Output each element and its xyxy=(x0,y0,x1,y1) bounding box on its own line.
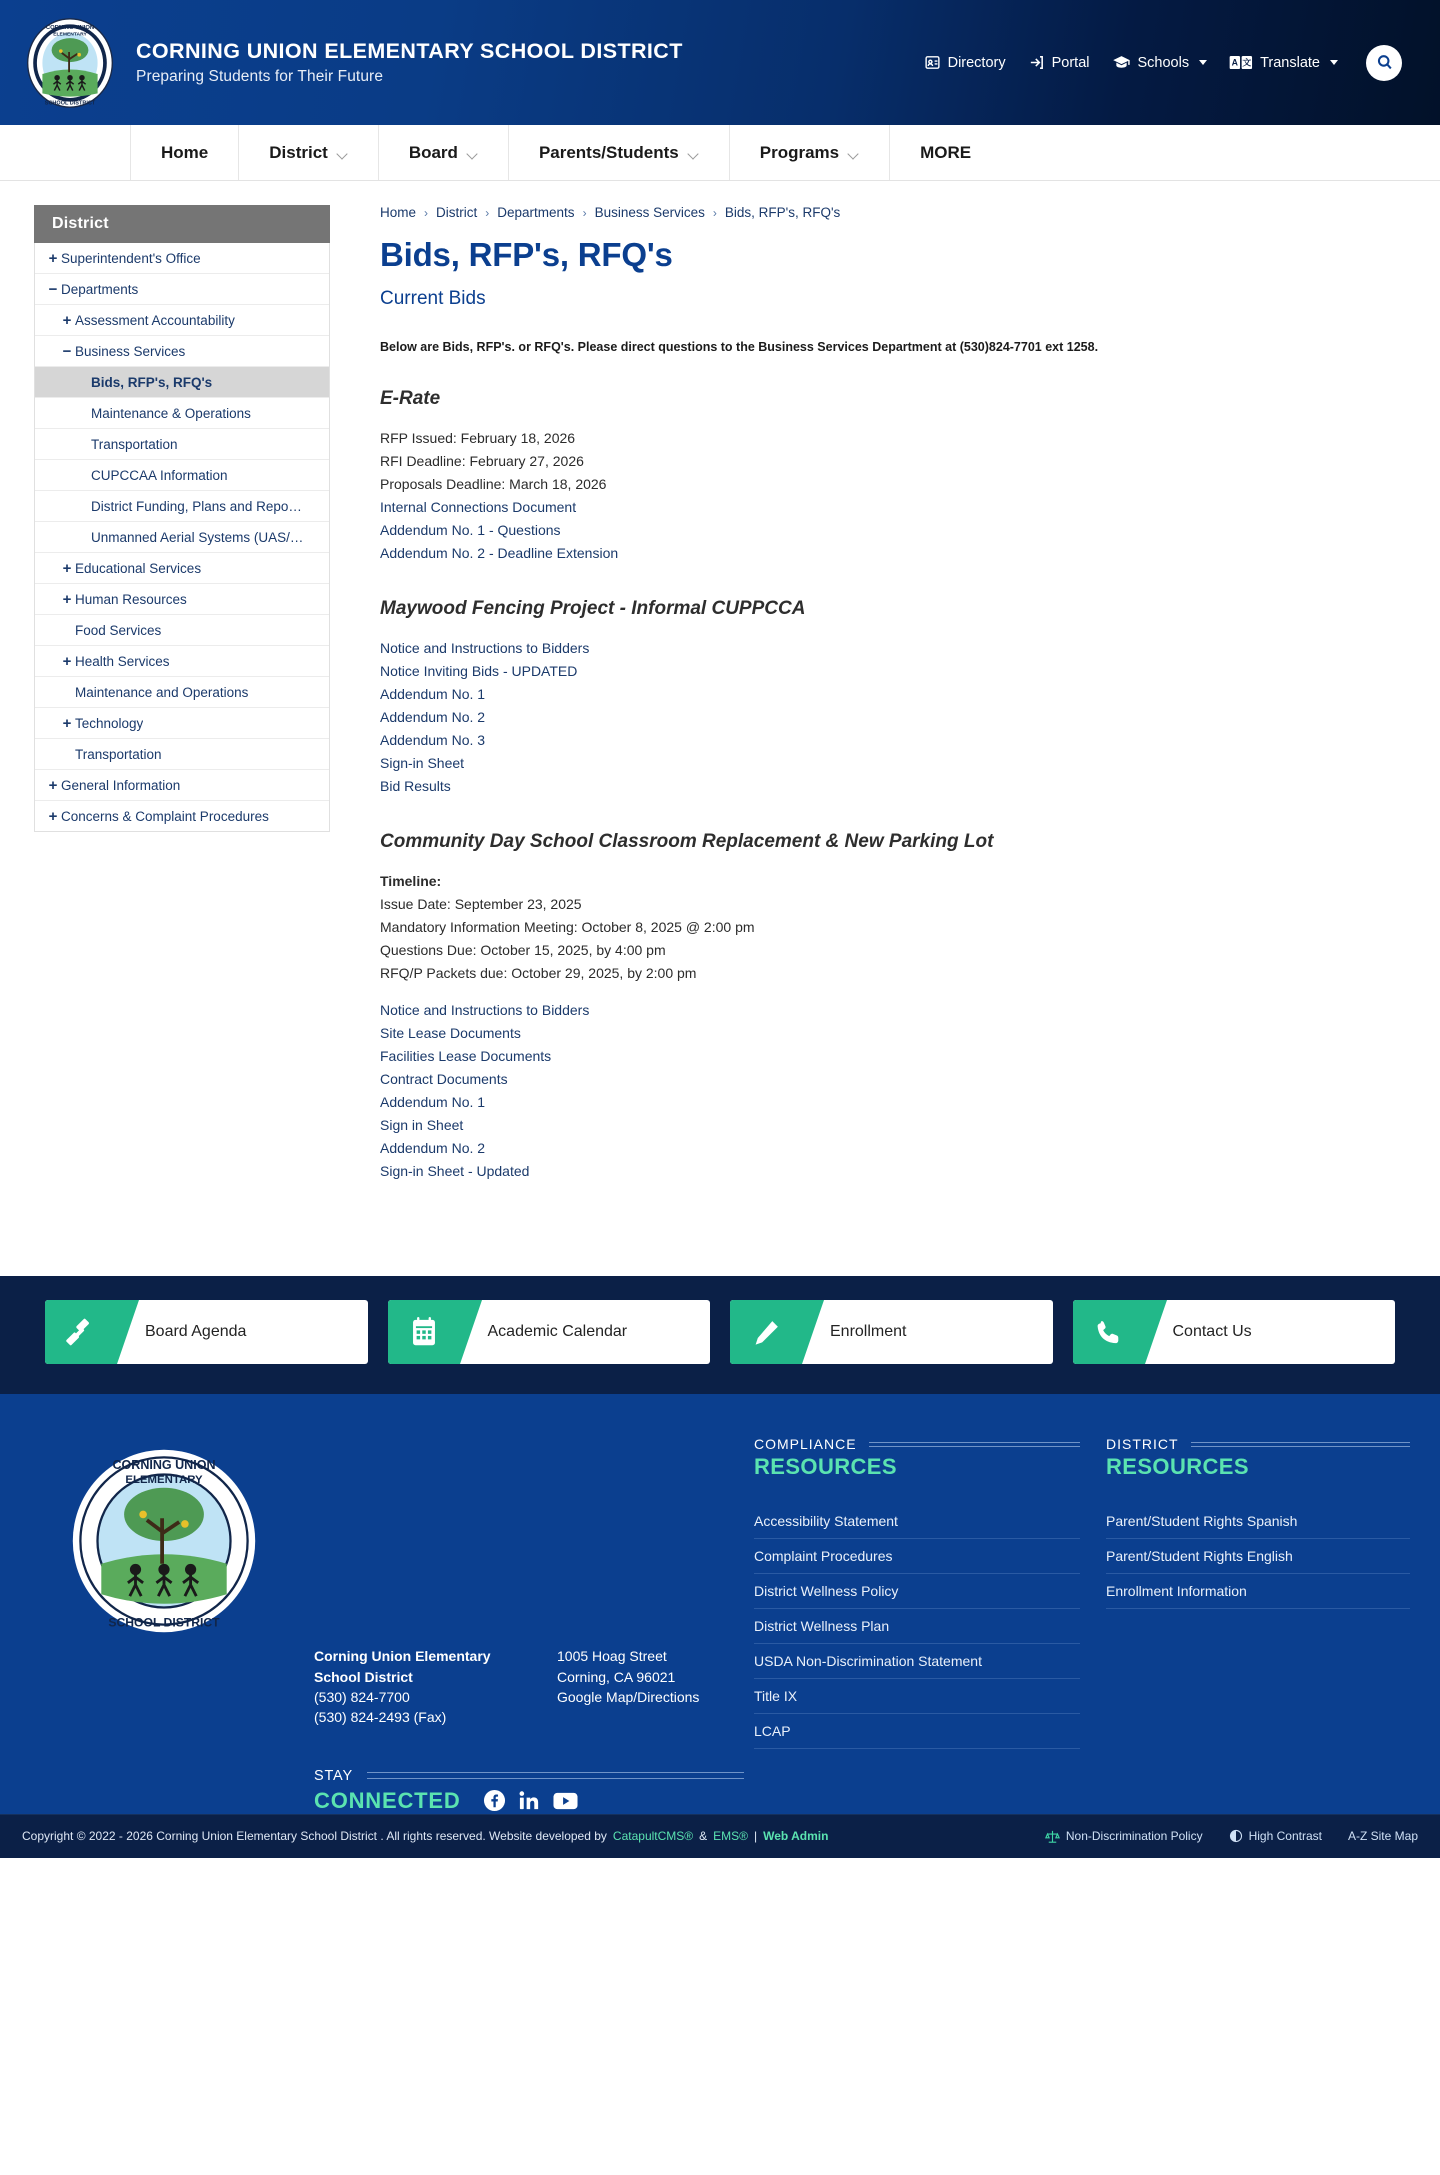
breadcrumb-item[interactable]: District xyxy=(436,205,478,220)
sidebar-item-label: Transportation xyxy=(91,436,178,452)
nav-item-district[interactable] xyxy=(239,125,379,180)
quicklink-board-agenda[interactable] xyxy=(45,1300,368,1364)
utility-label-translate: Translate xyxy=(1260,54,1320,71)
chevron-down-icon xyxy=(338,150,348,156)
utility-label-portal: Portal xyxy=(1051,54,1090,71)
eyebrow-rule xyxy=(1191,1442,1410,1447)
search-button[interactable] xyxy=(1366,45,1402,81)
footer-resource-link[interactable]: Enrollment Information xyxy=(1106,1574,1410,1609)
sidebar-item[interactable] xyxy=(35,522,329,553)
non-discrimination-label: Non-Discrimination Policy xyxy=(1065,1829,1203,1844)
breadcrumb-item[interactable]: Bids, RFP's, RFQ's xyxy=(724,205,841,220)
document-link[interactable]: Addendum No. 2 xyxy=(380,708,486,725)
footer-district-name: Corning Union Elementary School District xyxy=(314,1648,491,1685)
footer-compliance-resources xyxy=(744,1436,1096,1813)
bid-detail-line: RFP Issued: February 18, 2026 xyxy=(380,429,576,446)
chevron-down-icon xyxy=(1199,60,1207,65)
sidebar-item[interactable] xyxy=(35,739,329,770)
district-name: CORNING UNION ELEMENTARY SCHOOL DISTRICT xyxy=(136,39,683,64)
footer-logo-col xyxy=(14,1436,314,1813)
compliance-link-list xyxy=(754,1504,1080,1749)
sidebar-item-label: District Funding, Plans and Repo… xyxy=(91,498,302,514)
expand-icon[interactable]: + xyxy=(62,652,72,670)
breadcrumb xyxy=(380,205,1380,220)
sidebar-item[interactable] xyxy=(35,398,329,429)
search-icon xyxy=(1375,53,1394,72)
utility-item-directory[interactable] xyxy=(924,54,1006,71)
sidebar-item[interactable] xyxy=(35,584,329,615)
svg-text:ELEMENTARY: ELEMENTARY xyxy=(53,31,87,37)
phone-icon xyxy=(1073,1300,1145,1364)
document-link[interactable]: Facilities Lease Documents xyxy=(380,1047,552,1064)
compliance-eyebrow: COMPLIANCE xyxy=(754,1436,857,1453)
graduation-cap-icon xyxy=(1112,53,1131,72)
breadcrumb-item[interactable]: Business Services xyxy=(594,205,705,220)
breadcrumb-separator: › xyxy=(582,205,587,220)
footer-resource-link[interactable]: Complaint Procedures xyxy=(754,1539,1080,1574)
high-contrast-label: High Contrast xyxy=(1248,1829,1322,1844)
bid-section xyxy=(380,831,1380,1182)
nav-label-home: Home xyxy=(161,142,209,162)
footer-resource-link[interactable]: Title IX xyxy=(754,1679,1080,1714)
web-admin-link[interactable]: Web Admin xyxy=(763,1829,829,1844)
chevron-down-icon xyxy=(689,150,699,156)
bid-detail-line: Proposals Deadline: March 18, 2026 xyxy=(380,475,607,492)
copyright-text: Copyright © 2022 - 2026 Corning Union Elementary School District . All rights reserved. Website developed by xyxy=(22,1829,607,1844)
document-link[interactable]: Contract Documents xyxy=(380,1070,508,1087)
contact-card-icon xyxy=(924,54,941,71)
footer-city-state-zip: Corning, CA 96021 xyxy=(557,1668,676,1685)
footer-map-link[interactable]: Google Map/Directions xyxy=(557,1689,700,1705)
sidebar-item-label: Superintendent's Office xyxy=(61,250,201,266)
footer-resource-link[interactable]: Parent/Student Rights English xyxy=(1106,1539,1410,1574)
translate-icon xyxy=(1229,55,1253,70)
site-map-label: A-Z Site Map xyxy=(1347,1829,1418,1844)
sidebar-item-label: Maintenance and Operations xyxy=(75,684,249,700)
sidebar-menu xyxy=(34,243,330,832)
sidebar-item-label: Maintenance & Operations xyxy=(91,405,251,421)
quicklink-label-board-agenda: Board Agenda xyxy=(145,1323,247,1341)
sidebar-item-label: Business Services xyxy=(75,343,186,359)
utility-item-portal[interactable] xyxy=(1028,54,1090,71)
sidebar-item[interactable] xyxy=(35,429,329,460)
footer-resource-link[interactable]: District Wellness Plan xyxy=(754,1609,1080,1644)
expand-icon[interactable]: + xyxy=(48,249,58,267)
footer-resource-link[interactable]: Parent/Student Rights Spanish xyxy=(1106,1504,1410,1539)
district-tagline: Preparing Students for Their Future xyxy=(136,67,384,85)
brand-block[interactable] xyxy=(24,17,683,109)
document-link[interactable]: Addendum No. 3 xyxy=(380,731,486,748)
site-footer xyxy=(0,1394,1440,1813)
eyebrow-rule xyxy=(869,1442,1080,1447)
chevron-down-icon xyxy=(1330,60,1338,65)
site-header xyxy=(0,0,1440,125)
copyright-bar xyxy=(0,1814,1440,1858)
catapultcms-link[interactable]: CatapultCMS® xyxy=(612,1829,694,1844)
ampersand: & xyxy=(699,1829,708,1844)
stay-label: STAY xyxy=(314,1767,353,1784)
nav-item-programs[interactable] xyxy=(730,125,890,180)
expand-icon[interactable]: + xyxy=(62,311,72,329)
bid-section xyxy=(380,388,1380,564)
sidebar-item-label: Educational Services xyxy=(75,560,202,576)
footer-contact-col xyxy=(314,1436,744,1813)
utility-label-schools: Schools xyxy=(1137,54,1190,71)
sidebar-item-label: Human Resources xyxy=(75,591,187,607)
bid-section-heading: Maywood Fencing Project - Informal CUPPCCA xyxy=(380,598,806,620)
stay-rule xyxy=(367,1772,744,1779)
document-link[interactable]: Addendum No. 2 - Deadline Extension xyxy=(380,544,619,561)
sidebar-item[interactable] xyxy=(35,243,329,274)
expand-icon[interactable]: + xyxy=(48,807,58,825)
collapse-icon[interactable]: − xyxy=(62,342,72,360)
utility-item-schools[interactable] xyxy=(1112,53,1208,72)
sidebar-item-label: Food Services xyxy=(75,622,162,638)
bid-detail-line: RFI Deadline: February 27, 2026 xyxy=(380,452,584,469)
intro-paragraph: Below are Bids, RFP's. or RFQ's. Please direct questions to the Business Services Department at (530)824-7701 ext 1258. xyxy=(380,340,1099,354)
quicklink-label-enrollment: Enrollment xyxy=(830,1323,907,1341)
sidebar-item[interactable] xyxy=(35,770,329,801)
nav-item-home[interactable] xyxy=(130,125,239,180)
sidebar-item[interactable] xyxy=(35,553,329,584)
sidebar-item[interactable] xyxy=(35,491,329,522)
bid-section-heading: Community Day School Classroom Replacement & New Parking Lot xyxy=(380,831,994,853)
document-link[interactable]: Sign in Sheet xyxy=(380,1116,464,1133)
chevron-down-icon xyxy=(468,150,478,156)
breadcrumb-separator: › xyxy=(712,205,717,220)
high-contrast-toggle[interactable] xyxy=(1229,1829,1322,1843)
svg-text:CORNING UNION: CORNING UNION xyxy=(112,1458,216,1473)
nav-item-board[interactable] xyxy=(379,125,509,180)
document-link[interactable]: Sign-in Sheet - Updated xyxy=(380,1162,530,1179)
footer-phone[interactable]: (530) 824-7700 xyxy=(314,1689,410,1705)
nav-label-more: MORE xyxy=(920,142,972,162)
sidebar-item-label: Bids, RFP's, RFQ's xyxy=(91,374,213,390)
document-link[interactable]: Bid Results xyxy=(380,777,451,794)
district-eyebrow: DISTRICT xyxy=(1106,1436,1179,1453)
quicklinks-band xyxy=(0,1276,1440,1394)
utility-item-translate[interactable] xyxy=(1229,55,1338,71)
quicklink-label-academic-calendar: Academic Calendar xyxy=(487,1323,628,1341)
expand-icon[interactable]: + xyxy=(62,590,72,608)
bid-section xyxy=(380,598,1380,797)
utility-label-directory: Directory xyxy=(947,54,1006,71)
page-body xyxy=(0,181,1440,1276)
sidebar-item-label: Unmanned Aerial Systems (UAS/… xyxy=(91,529,304,545)
compliance-heading: RESOURCES xyxy=(754,1454,897,1480)
sidebar-item[interactable] xyxy=(35,801,329,831)
quicklink-academic-calendar[interactable] xyxy=(388,1300,711,1364)
youtube-icon[interactable] xyxy=(553,1791,578,1811)
sidebar-item[interactable] xyxy=(35,460,329,491)
breadcrumb-item[interactable]: Departments xyxy=(497,205,575,220)
sidebar-item-label: Assessment Accountability xyxy=(75,312,235,328)
sidebar-item[interactable] xyxy=(35,677,329,708)
bid-detail-line: RFQ/P Packets due: October 29, 2025, by 2:00 pm xyxy=(380,964,697,981)
collapse-icon[interactable]: − xyxy=(48,280,58,298)
bid-detail-line: Timeline: xyxy=(380,872,442,889)
copyright-right-links xyxy=(1045,1829,1418,1844)
sidebar-item[interactable] xyxy=(35,367,329,398)
sidebar-item[interactable] xyxy=(35,615,329,646)
scales-icon xyxy=(1045,1829,1060,1844)
gavel-icon xyxy=(45,1300,117,1364)
sidebar xyxy=(0,205,330,1216)
bid-detail-line: Issue Date: September 23, 2025 xyxy=(380,895,582,912)
nav-label-board: Board xyxy=(408,142,458,162)
page-subtitle: Current Bids xyxy=(380,288,486,309)
breadcrumb-separator: › xyxy=(485,205,490,220)
sidebar-item-label: Departments xyxy=(61,281,139,297)
document-link[interactable]: Addendum No. 1 xyxy=(380,685,486,702)
document-link[interactable]: Notice Inviting Bids - UPDATED xyxy=(380,662,578,679)
district-link-list xyxy=(1106,1504,1410,1609)
contrast-icon xyxy=(1229,1829,1243,1843)
page-title: Bids, RFP's, RFQ's xyxy=(380,236,673,273)
nav-label-district: District xyxy=(269,142,328,162)
svg-text:CORNING UNION: CORNING UNION xyxy=(45,24,95,31)
sidebar-item-label: CUPCCAA Information xyxy=(91,467,228,483)
document-link[interactable]: Internal Connections Document xyxy=(380,498,577,515)
expand-icon[interactable]: + xyxy=(62,714,72,732)
expand-icon[interactable]: + xyxy=(62,559,72,577)
linkedin-icon[interactable] xyxy=(518,1789,541,1812)
main-content xyxy=(330,205,1440,1216)
quicklink-enrollment[interactable] xyxy=(730,1300,1053,1364)
calendar-icon xyxy=(388,1300,460,1364)
stay-connected-block xyxy=(314,1768,744,1814)
nav-item-more[interactable] xyxy=(890,125,1001,180)
sidebar-item-label: Transportation xyxy=(75,746,162,762)
bid-detail-line: Questions Due: October 15, 2025, by 4:00 pm xyxy=(380,941,666,958)
document-link[interactable]: Addendum No. 2 xyxy=(380,1139,486,1156)
footer-district-crest-logo xyxy=(69,1446,259,1636)
sidebar-item-label: Technology xyxy=(75,715,144,731)
connected-label: CONNECTED xyxy=(314,1787,461,1813)
chevron-down-icon xyxy=(849,150,859,156)
footer-fax: (530) 824-2493 (Fax) xyxy=(314,1709,447,1726)
non-discrimination-policy-link[interactable] xyxy=(1045,1829,1203,1844)
sidebar-item[interactable] xyxy=(35,274,329,305)
utility-nav xyxy=(924,45,1402,81)
document-link[interactable]: Notice and Instructions to Bidders xyxy=(380,639,590,656)
svg-text:ELEMENTARY: ELEMENTARY xyxy=(125,1474,203,1487)
sidebar-item[interactable] xyxy=(35,305,329,336)
svg-text:文: 文 xyxy=(1242,57,1252,68)
sidebar-item[interactable] xyxy=(35,708,329,739)
footer-district-resources xyxy=(1096,1436,1426,1813)
sidebar-item[interactable] xyxy=(35,336,329,367)
footer-resource-link[interactable]: USDA Non-Discrimination Statement xyxy=(754,1644,1080,1679)
quicklinks-row xyxy=(45,1300,1395,1364)
document-link[interactable]: Sign-in Sheet xyxy=(380,754,465,771)
footer-resource-link[interactable]: District Wellness Policy xyxy=(754,1574,1080,1609)
bid-section-heading: E-Rate xyxy=(380,388,441,409)
pencil-icon xyxy=(730,1300,802,1364)
breadcrumb-separator: › xyxy=(424,205,429,220)
bid-sections xyxy=(380,388,1380,1182)
svg-text:SCHOOL DISTRICT: SCHOOL DISTRICT xyxy=(44,99,96,106)
district-heading: RESOURCES xyxy=(1106,1454,1249,1480)
footer-resource-link[interactable]: Accessibility Statement xyxy=(754,1504,1080,1539)
bid-detail-line: Mandatory Information Meeting: October 8, 2025 @ 2:00 pm xyxy=(380,918,755,935)
facebook-icon[interactable] xyxy=(483,1789,506,1812)
ems-link[interactable]: EMS® xyxy=(713,1829,748,1844)
sidebar-item-label: General Information xyxy=(61,777,181,793)
nav-label-parents-students: Parents/Students xyxy=(538,142,679,162)
sidebar-item[interactable] xyxy=(35,646,329,677)
footer-street: 1005 Hoag Street xyxy=(557,1648,667,1665)
svg-text:A: A xyxy=(1231,57,1239,68)
divider-pipe: | xyxy=(754,1829,758,1844)
expand-icon[interactable]: + xyxy=(48,776,58,794)
document-link[interactable]: Site Lease Documents xyxy=(380,1024,521,1041)
nav-item-parents-students[interactable] xyxy=(509,125,730,180)
document-link[interactable]: Addendum No. 1 - Questions xyxy=(380,521,561,538)
quicklink-contact-us[interactable] xyxy=(1073,1300,1396,1364)
nav-label-programs: Programs xyxy=(759,142,840,162)
main-navigation xyxy=(0,125,1440,181)
content-spacer xyxy=(380,984,1380,998)
document-link[interactable]: Notice and Instructions to Bidders xyxy=(380,1001,590,1018)
document-link[interactable]: Addendum No. 1 xyxy=(380,1093,486,1110)
sidebar-item-label: Health Services xyxy=(75,653,170,669)
a-z-site-map-link[interactable] xyxy=(1348,1829,1418,1843)
svg-text:SCHOOL DISTRICT: SCHOOL DISTRICT xyxy=(108,1615,220,1630)
sidebar-title: District xyxy=(34,205,330,243)
footer-resource-link[interactable]: LCAP xyxy=(754,1714,1080,1749)
quicklink-label-contact-us: Contact Us xyxy=(1172,1323,1252,1341)
social-links xyxy=(483,1789,578,1812)
login-arrow-icon xyxy=(1028,54,1045,71)
district-crest-logo xyxy=(24,17,116,109)
sidebar-item-label: Concerns & Complaint Procedures xyxy=(61,808,269,824)
breadcrumb-item[interactable]: Home xyxy=(380,205,417,220)
